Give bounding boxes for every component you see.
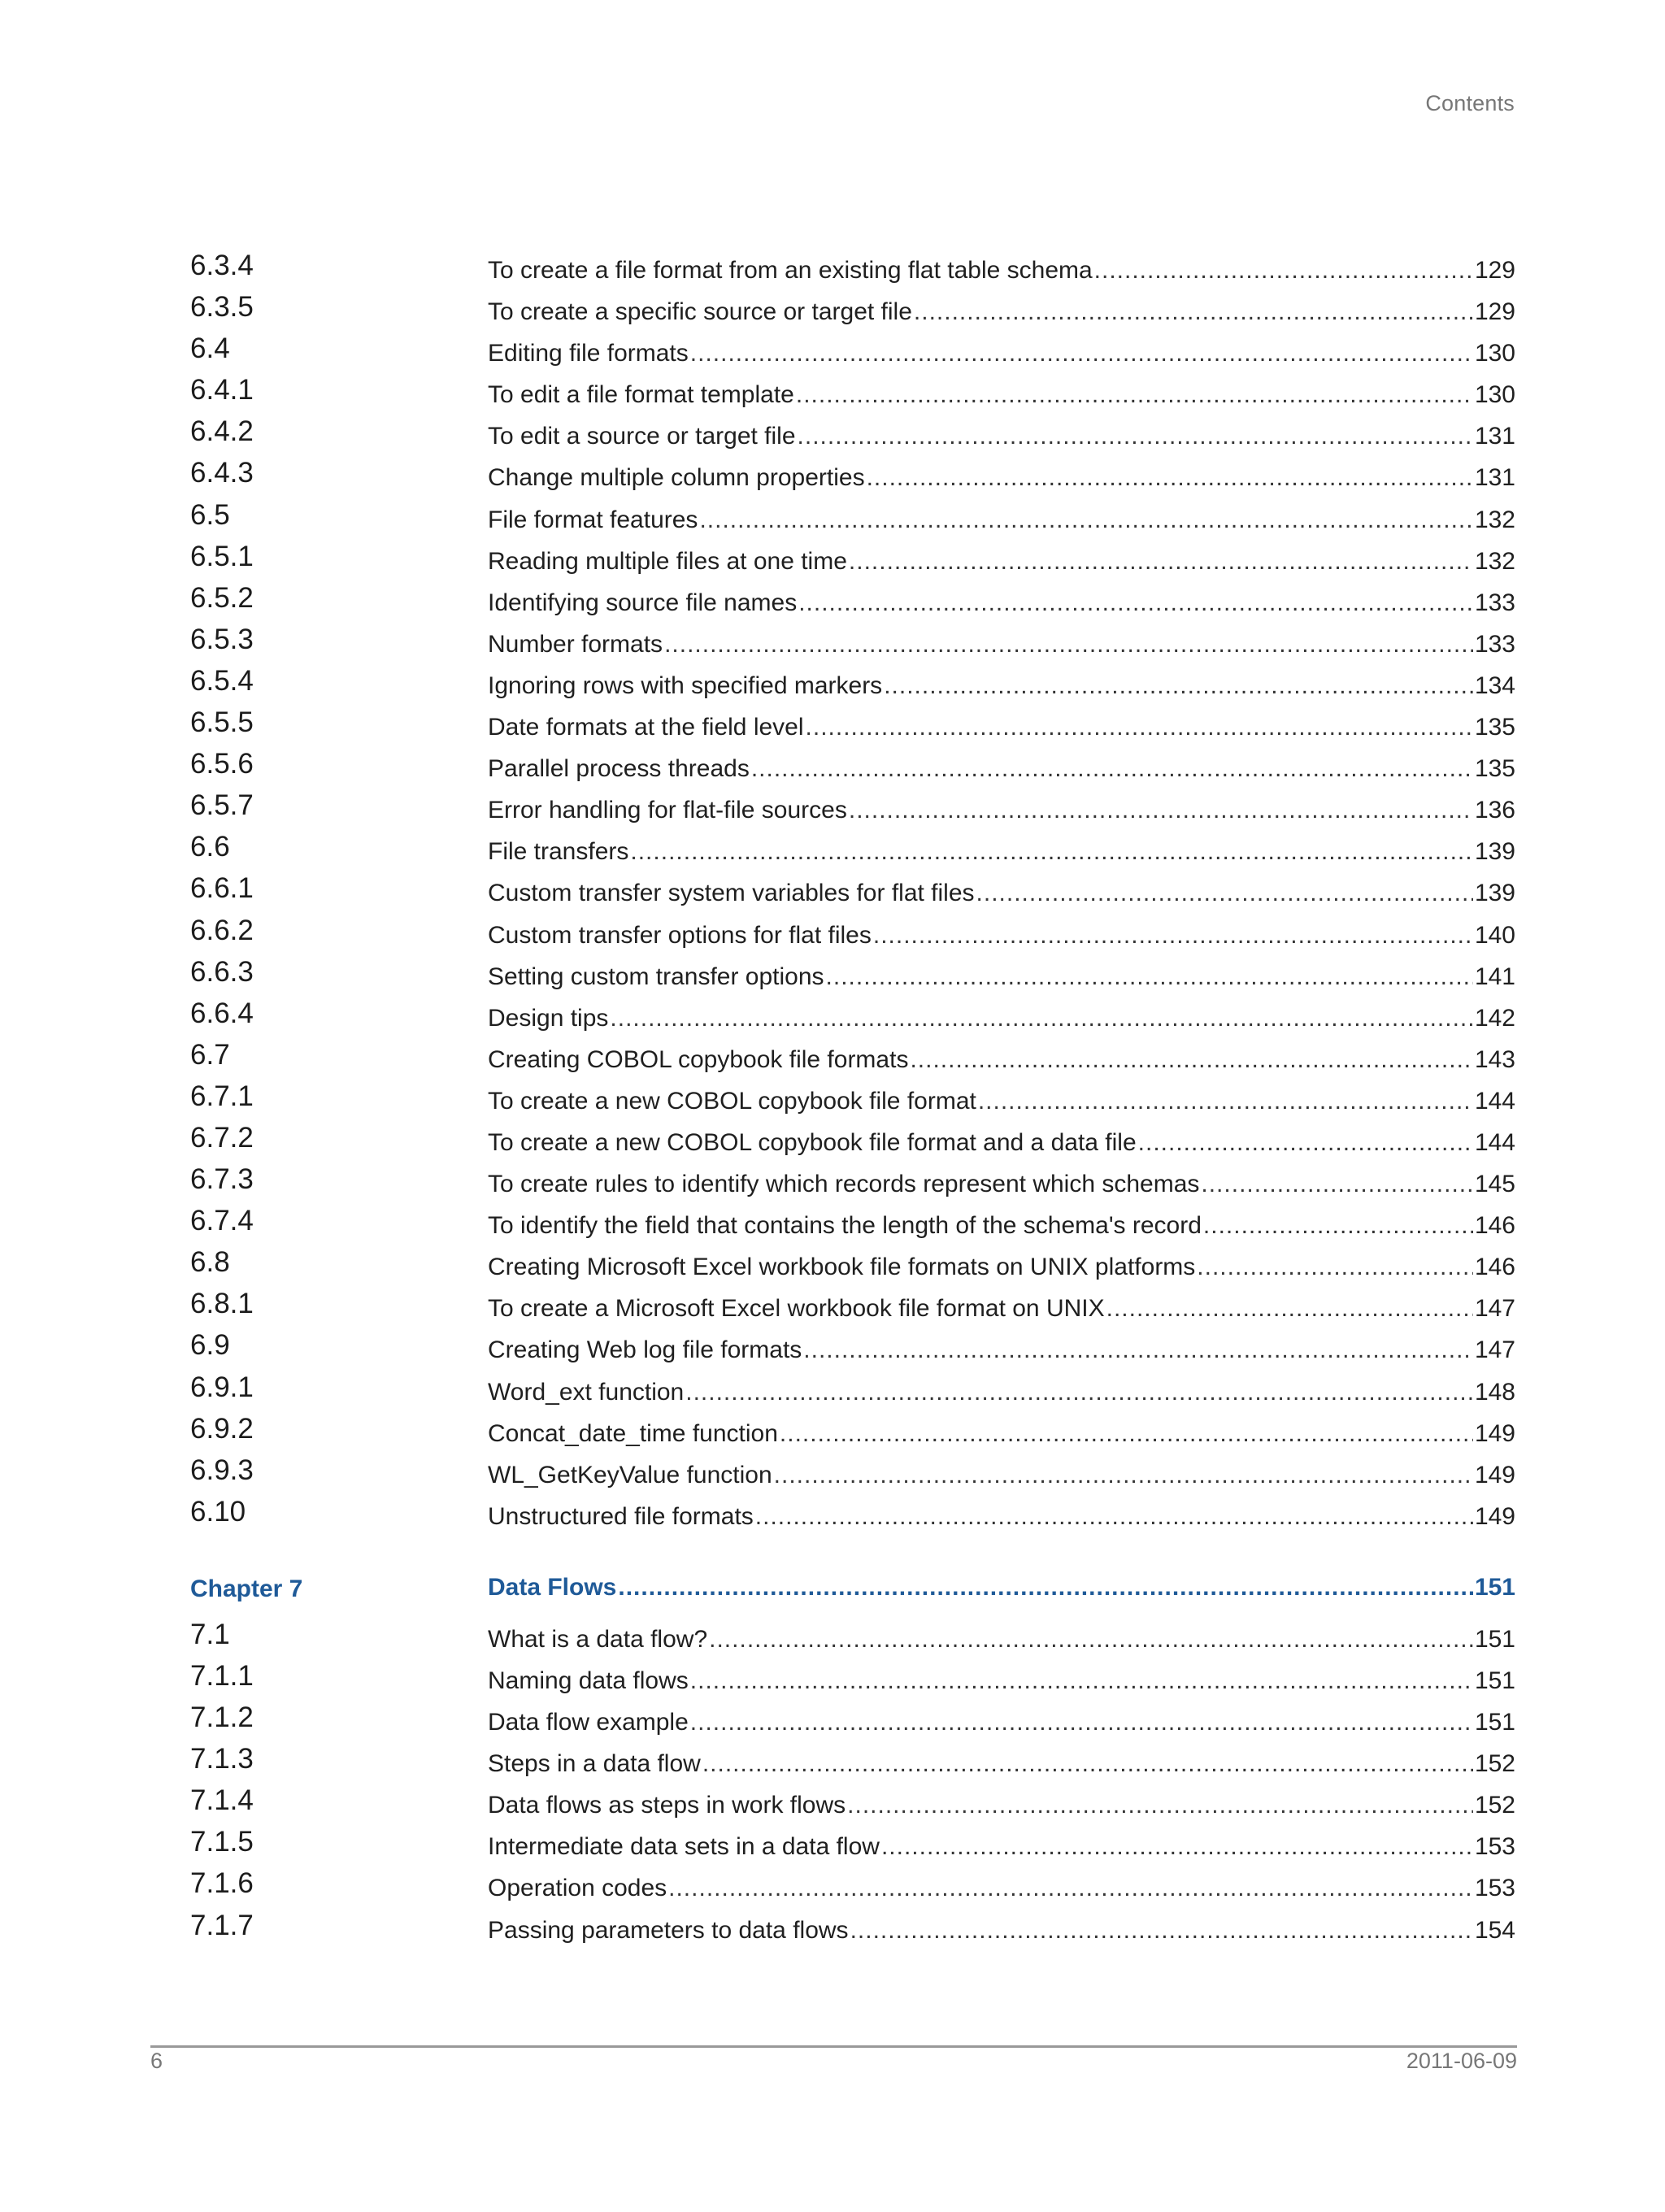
section-number: 6.6.3: [190, 955, 254, 988]
page-number: 148: [1474, 1378, 1515, 1406]
section-number: 6.6.1: [190, 872, 254, 905]
section-title: Intermediate data sets in a data flow: [488, 1833, 880, 1861]
toc-entry[interactable]: [190, 706, 1515, 748]
dot-leader: [664, 629, 1473, 660]
toc-entry-line: [488, 1252, 1515, 1283]
footer-date: 2011-06-09: [1406, 2049, 1517, 2073]
dot-leader: [690, 1707, 1473, 1738]
dot-leader: [884, 671, 1473, 702]
toc-entry[interactable]: [190, 1660, 1515, 1701]
toc-entry[interactable]: [190, 915, 1515, 956]
toc-entry-line: [488, 1460, 1515, 1491]
section-title: File transfers: [488, 838, 629, 866]
page-number: 149: [1474, 1502, 1515, 1530]
dot-leader: [1094, 255, 1473, 286]
toc-entry-line: [488, 671, 1515, 702]
section-number: 6.7.4: [190, 1205, 254, 1237]
page-number: 132: [1474, 506, 1515, 533]
dot-leader: [1203, 1210, 1473, 1241]
page-number: 152: [1474, 1750, 1515, 1778]
toc-entry-line: [488, 920, 1515, 951]
page-number: 130: [1474, 340, 1515, 367]
toc-entry[interactable]: [190, 250, 1515, 291]
section-title: Error handling for flat-file sources: [488, 797, 847, 824]
page-number: 135: [1474, 714, 1515, 741]
section-title: To create a file format from an existing flat table schema: [488, 257, 1093, 284]
page-number: 153: [1474, 1833, 1515, 1861]
section-title: Custom transfer options for flat files: [488, 921, 872, 949]
section-number: 6.5.1: [190, 540, 254, 572]
section-title: To edit a source or target file: [488, 423, 796, 450]
toc-entry[interactable]: [190, 541, 1515, 582]
dot-leader: [796, 380, 1473, 411]
dot-leader: [849, 795, 1473, 826]
toc-entry-line: [488, 629, 1515, 660]
section-number: 6.3.5: [190, 291, 254, 324]
section-number: 6.5.5: [190, 706, 254, 739]
section-title: Creating Microsoft Excel workbook file formats on UNIX platforms: [488, 1254, 1196, 1281]
toc-entry[interactable]: [190, 956, 1515, 997]
dot-leader: [798, 588, 1473, 619]
page-number: 140: [1474, 921, 1515, 949]
toc-entry-line: [488, 255, 1515, 286]
section-number: 6.6: [190, 831, 230, 863]
toc-entry-line: [488, 1501, 1515, 1532]
page-number: 145: [1474, 1171, 1515, 1198]
dot-leader: [709, 1624, 1473, 1655]
toc-entry[interactable]: [190, 1910, 1515, 1951]
toc-entry[interactable]: [190, 1246, 1515, 1288]
section-number: 7.1.4: [190, 1784, 254, 1817]
section-title: Data flows as steps in work flows: [488, 1792, 846, 1819]
toc-entry-line: [488, 1624, 1515, 1655]
page-number: 133: [1474, 630, 1515, 658]
toc-entry[interactable]: [190, 332, 1515, 374]
chapter-label: Chapter 7: [190, 1575, 303, 1602]
toc-entry-line: [488, 795, 1515, 826]
toc-entry-line: [488, 1915, 1515, 1946]
section-number: 6.4.1: [190, 374, 254, 406]
section-number: 6.6.2: [190, 914, 254, 946]
page-number: 147: [1474, 1295, 1515, 1323]
toc-entry[interactable]: [190, 831, 1515, 872]
section-title: What is a data flow?: [488, 1625, 708, 1653]
dot-leader: [1106, 1293, 1473, 1324]
toc-entry[interactable]: [190, 789, 1515, 831]
toc-entry[interactable]: [190, 1454, 1515, 1496]
page-number: 135: [1474, 755, 1515, 783]
dot-leader: [803, 1335, 1473, 1366]
section-number: 7.1.1: [190, 1660, 254, 1692]
toc-entry[interactable]: [190, 457, 1515, 498]
section-title: Naming data flows: [488, 1667, 689, 1694]
page-number: 147: [1474, 1336, 1515, 1364]
toc-entry[interactable]: [190, 291, 1515, 332]
toc-entry-line: [488, 712, 1515, 743]
section-title: Custom transfer system variables for flat files: [488, 880, 975, 907]
dot-leader: [699, 505, 1473, 536]
page-number: 152: [1474, 1792, 1515, 1819]
footer-page-number: 6: [150, 2049, 163, 2073]
toc-entry-line: [488, 837, 1515, 867]
section-title: Passing parameters to data flows: [488, 1916, 849, 1944]
dot-leader: [755, 1501, 1473, 1532]
toc-entry-line: [488, 962, 1515, 993]
section-title: Number formats: [488, 630, 663, 658]
footer-divider: [150, 2045, 1517, 2048]
toc-entry[interactable]: [190, 1413, 1515, 1454]
toc-entry[interactable]: [190, 1701, 1515, 1743]
toc-entry-line: [488, 1832, 1515, 1862]
page-number: 151: [1474, 1667, 1515, 1694]
section-title: To create rules to identify which records represent which schemas: [488, 1171, 1200, 1198]
page-number: 139: [1474, 838, 1515, 866]
section-title: File format features: [488, 506, 698, 533]
dot-leader: [690, 1666, 1473, 1697]
toc-entry[interactable]: [190, 665, 1515, 706]
toc-entry-line: [488, 1749, 1515, 1780]
section-number: 7.1.7: [190, 1909, 254, 1941]
chapter-page-number: 151: [1474, 1573, 1515, 1601]
section-number: 6.4: [190, 332, 230, 365]
section-title: Parallel process threads: [488, 755, 750, 783]
page-number: 130: [1474, 381, 1515, 409]
dot-leader: [910, 1045, 1472, 1076]
section-number: 6.7: [190, 1038, 230, 1071]
toc-entry[interactable]: [190, 997, 1515, 1039]
toc-entry-line: [488, 1335, 1515, 1366]
toc-entry-line: [488, 1045, 1515, 1076]
page-number: 139: [1474, 880, 1515, 907]
toc-entry-line: [488, 297, 1515, 328]
toc-entry-line: [488, 338, 1515, 369]
dot-leader: [978, 1086, 1473, 1117]
toc-entry[interactable]: [190, 1205, 1515, 1246]
chapter-entry: [488, 1572, 1515, 1603]
toc-entry[interactable]: [190, 1826, 1515, 1867]
section-number: 6.9.2: [190, 1412, 254, 1445]
section-number: 7.1.6: [190, 1867, 254, 1900]
dot-leader: [798, 421, 1473, 452]
toc-entry[interactable]: [190, 1122, 1515, 1163]
section-number: 6.9.1: [190, 1371, 254, 1403]
page-number: 134: [1474, 671, 1515, 699]
section-title: Setting custom transfer options: [488, 963, 824, 990]
section-number: 6.5: [190, 498, 230, 531]
toc-entry-line: [488, 588, 1515, 619]
page-number: 144: [1474, 1087, 1515, 1115]
section-title: WL_GetKeyValue function: [488, 1461, 772, 1488]
running-header: Contents: [1425, 91, 1515, 115]
page-number: 153: [1474, 1875, 1515, 1902]
dot-leader: [976, 878, 1473, 909]
section-number: 6.5.4: [190, 664, 254, 697]
toc-entry[interactable]: [190, 415, 1515, 457]
dot-leader: [826, 962, 1473, 993]
dot-leader: [774, 1460, 1473, 1491]
section-title: Concat_date_time function: [488, 1419, 778, 1447]
toc-entry-line: [488, 754, 1515, 784]
section-title: Date formats at the field level: [488, 714, 804, 741]
section-number: 6.8: [190, 1246, 230, 1279]
toc-entry[interactable]: [190, 1619, 1515, 1660]
section-title: To identify the field that contains the length of the schema's record: [488, 1212, 1202, 1240]
toc-entry-line: [488, 1419, 1515, 1449]
section-number: 6.5.6: [190, 748, 254, 780]
toc-entry-line: [488, 1707, 1515, 1738]
dot-leader: [914, 297, 1473, 328]
page-number: 129: [1474, 298, 1515, 326]
section-number: 6.4.2: [190, 415, 254, 448]
section-number: 6.7.1: [190, 1080, 254, 1112]
toc-entry[interactable]: [190, 1867, 1515, 1909]
toc-entry[interactable]: [190, 872, 1515, 914]
section-number: 7.1.2: [190, 1701, 254, 1734]
section-number: 6.4.3: [190, 457, 254, 489]
toc-entry-line: [488, 1003, 1515, 1034]
toc-entry-line: [488, 1377, 1515, 1408]
section-title: Data flow example: [488, 1709, 689, 1736]
section-title: Editing file formats: [488, 340, 689, 367]
section-number: 6.5.2: [190, 581, 254, 614]
toc-entry-line: [488, 1790, 1515, 1821]
dot-leader: [618, 1572, 1473, 1603]
section-number: 6.9.3: [190, 1454, 254, 1486]
dot-leader: [867, 463, 1473, 493]
section-title: To edit a file format template: [488, 381, 794, 409]
page-number: 132: [1474, 547, 1515, 575]
toc-entry-line: [488, 1293, 1515, 1324]
section-title: To create a specific source or target file: [488, 298, 912, 326]
page-number: 154: [1474, 1916, 1515, 1944]
toc-section-chapter-7: [190, 1619, 1515, 1951]
toc-entry-line: [488, 1210, 1515, 1241]
section-title: Unstructured file formats: [488, 1502, 754, 1530]
dot-leader: [1138, 1128, 1473, 1158]
dot-leader: [630, 837, 1473, 867]
toc-entry-line: [488, 380, 1515, 411]
toc-entry[interactable]: [190, 1080, 1515, 1122]
section-number: 7.1: [190, 1618, 230, 1650]
section-title: To create a new COBOL copybook file format and a data file: [488, 1128, 1137, 1156]
section-title: Creating COBOL copybook file formats: [488, 1045, 909, 1073]
section-title: Operation codes: [488, 1875, 667, 1902]
dot-leader: [702, 1749, 1473, 1780]
toc-entry-line: [488, 421, 1515, 452]
toc-entry[interactable]: [190, 624, 1515, 665]
table-of-contents: [190, 250, 1515, 1951]
dot-leader: [806, 712, 1473, 743]
toc-entry[interactable]: [190, 1371, 1515, 1413]
page-number: 146: [1474, 1212, 1515, 1240]
toc-entry-line: [488, 1169, 1515, 1200]
toc-entry[interactable]: [190, 1039, 1515, 1080]
toc-entry-line: [488, 546, 1515, 577]
section-number: 6.7.3: [190, 1163, 254, 1196]
section-title: Identifying source file names: [488, 589, 798, 616]
section-number: 6.10: [190, 1495, 246, 1528]
dot-leader: [668, 1873, 1473, 1904]
section-title: To create a Microsoft Excel workbook file format on UNIX: [488, 1295, 1105, 1323]
dot-leader: [1201, 1169, 1473, 1200]
section-title: Creating Web log file formats: [488, 1336, 802, 1364]
dot-leader: [751, 754, 1473, 784]
section-number: 6.7.2: [190, 1121, 254, 1154]
toc-entry-line: [488, 1086, 1515, 1117]
toc-entry-line: [488, 463, 1515, 493]
section-number: 6.5.3: [190, 623, 254, 655]
dot-leader: [685, 1377, 1473, 1408]
dot-leader: [847, 1790, 1473, 1821]
toc-section-chapter-6: [190, 250, 1515, 1537]
section-number: 7.1.3: [190, 1743, 254, 1775]
page-number: 141: [1474, 963, 1515, 990]
toc-entry[interactable]: [190, 1163, 1515, 1205]
section-number: 6.5.7: [190, 789, 254, 822]
dot-leader: [1197, 1252, 1473, 1283]
toc-entry[interactable]: [190, 748, 1515, 789]
section-title: Design tips: [488, 1004, 609, 1032]
page-number: 151: [1474, 1709, 1515, 1736]
page-number: 146: [1474, 1254, 1515, 1281]
page-number: 149: [1474, 1461, 1515, 1488]
section-title: Change multiple column properties: [488, 464, 865, 492]
page-number: 131: [1474, 464, 1515, 492]
page-number: 144: [1474, 1128, 1515, 1156]
toc-entry[interactable]: [190, 1288, 1515, 1329]
dot-leader: [849, 546, 1473, 577]
page-number: 151: [1474, 1625, 1515, 1653]
section-number: 6.6.4: [190, 997, 254, 1029]
page-number: 143: [1474, 1045, 1515, 1073]
section-number: 6.3.4: [190, 250, 254, 281]
section-number: 6.9: [190, 1329, 230, 1362]
toc-entry[interactable]: [190, 1743, 1515, 1784]
dot-leader: [690, 338, 1473, 369]
page-number: 133: [1474, 589, 1515, 616]
toc-entry-line: [488, 505, 1515, 536]
toc-entry[interactable]: [190, 1784, 1515, 1826]
section-title: Steps in a data flow: [488, 1750, 701, 1778]
section-number: 6.8.1: [190, 1288, 254, 1320]
section-number: 7.1.5: [190, 1826, 254, 1858]
toc-entry[interactable]: [190, 1496, 1515, 1537]
dot-leader: [610, 1003, 1473, 1034]
section-title: To create a new COBOL copybook file format: [488, 1087, 976, 1115]
page-number: 131: [1474, 423, 1515, 450]
dot-leader: [873, 920, 1473, 951]
page-number: 129: [1474, 257, 1515, 284]
toc-entry-line: [488, 1666, 1515, 1697]
section-title: Reading multiple files at one time: [488, 547, 847, 575]
dot-leader: [780, 1419, 1473, 1449]
page-number: 136: [1474, 797, 1515, 824]
toc-entry[interactable]: [190, 582, 1515, 624]
toc-entry[interactable]: [190, 499, 1515, 541]
toc-entry-line: [488, 1128, 1515, 1158]
dot-leader: [881, 1832, 1473, 1862]
section-title: Word_ext function: [488, 1378, 685, 1406]
toc-entry-line: [488, 1873, 1515, 1904]
page-number: 142: [1474, 1004, 1515, 1032]
section-title: Ignoring rows with specified markers: [488, 671, 883, 699]
page-number: 149: [1474, 1419, 1515, 1447]
toc-chapter-heading[interactable]: [190, 1567, 1515, 1608]
toc-entry-line: [488, 878, 1515, 909]
toc-entry[interactable]: [190, 374, 1515, 415]
toc-entry[interactable]: [190, 1329, 1515, 1371]
dot-leader: [850, 1915, 1473, 1946]
chapter-title: Data Flows: [488, 1573, 617, 1601]
